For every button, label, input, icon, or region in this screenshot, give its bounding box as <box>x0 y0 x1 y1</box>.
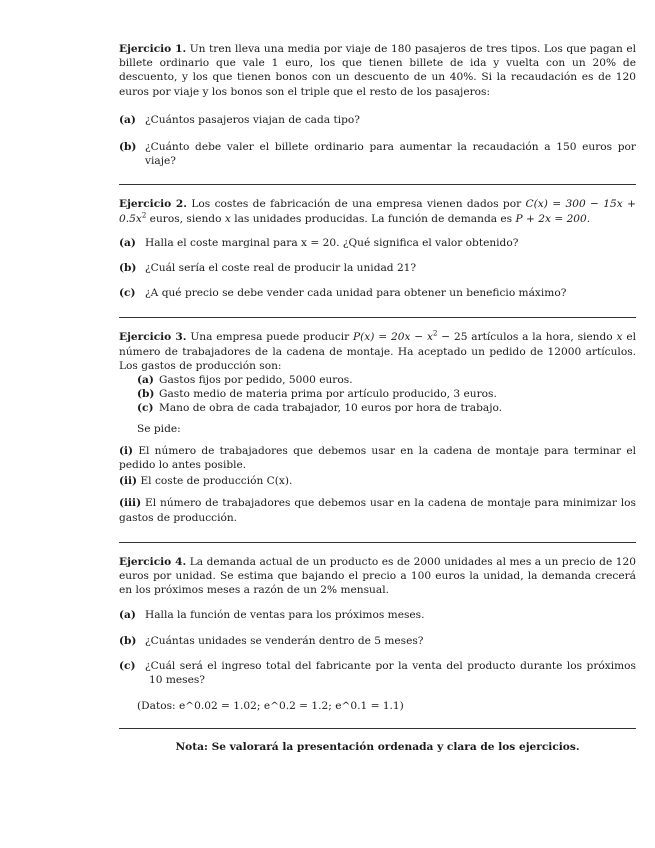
exercise-1-item-a: (a) ¿Cuántos pasajeros viajan de cada tipo? <box>119 113 360 126</box>
exercise-3-statement: Ejercicio 3. Una empresa puede producir $P(x) = 20x - x^2 - 25$ artículos a la hora, siendo x el número de trabajadores de la cadena de montaje. Ha aceptado un pedido de 12000 artículos. Los gastos de producción son: <box>119 329 636 372</box>
divider-1 <box>119 184 636 185</box>
exercise-1-item-b: (b) ¿Cuánto debe valer el billete ordinario para aumentar la recaudación a 150 euros por viaje? <box>119 141 636 168</box>
exercise-2-item-a: (a) Halla el coste marginal para x = 20. ¿Qué significa el valor obtenido? <box>119 236 519 249</box>
exercise-1-title: Ejercicio 1. <box>119 43 187 55</box>
exercise-4-item-c: (c) ¿Cuál será el ingreso total del fabricante por la venta del producto durante los próximos 10 meses? <box>119 659 636 687</box>
divider-3 <box>119 542 636 543</box>
cost-formula: C(x) = 300 − 15x + 0.5x <box>119 198 636 225</box>
exercise-1-statement <box>119 42 636 99</box>
divider-2 <box>119 317 636 318</box>
exercise-3-roman-ii: (ii) El coste de producción C(x). <box>119 475 293 488</box>
exercise-2-title: Ejercicio 2. <box>119 198 187 211</box>
evaluation-note: Nota: Se valorará la presentación ordenada y clara de los ejercicios. <box>175 740 580 753</box>
exercise-3-roman-iii: (iii) El número de trabajadores que debemos usar en la cadena de montaje para minimizar los gastos de producción. <box>119 497 636 524</box>
exercise-3-roman-i: (i) El número de trabajadores que debemos usar en la cadena de montaje para terminar el pedido lo antes posible. <box>119 444 636 472</box>
exercise-3-subitem-a: (a) Gastos fijos por pedido, 5000 euros. <box>137 374 353 387</box>
exercise-2-item-c: (c) ¿A qué precio se debe vender cada unidad para obtener un beneficio máximo? <box>119 287 567 300</box>
exercise-3-subitem-c: (c) Mano de obra de cada trabajador, 10 euros por hora de trabajo. <box>137 402 503 415</box>
exercise-3-subitem-b: (b) Gasto medio de materia prima por artículo producido, 3 euros. <box>137 388 497 401</box>
exercise-1-text: Un tren lleva una media por viaje de 180 pasajeros de tres tipos. Los que pagan el billete ordinario que vale 1 euro, los que tienen billete de ida y vuelta con un 20% de descuento, y los que tienen bonos con un descuento de un 40%. Si la recaudación es de 120 euros por viaje y los bonos son el triple que el resto de los pasajeros: <box>119 43 636 98</box>
exercise-4-title: Ejercicio 4. <box>119 555 187 568</box>
production-formula: P(x) = 20x − x <box>353 331 433 344</box>
exercise-4-item-b: (b) ¿Cuántas unidades se venderán dentro de 5 meses? <box>119 634 424 647</box>
exercise-4-text: La demanda actual de un producto es de 2000 unidades al mes a un precio de 120 euros por unidad. Se estima que bajando el precio a 100 euros la unidad, la demanda crecerá en los próximos meses a razón de un 2% mensual. <box>119 555 636 597</box>
exercise-4-item-a: (a) Halla la función de ventas para los próximos meses. <box>119 609 425 622</box>
exercise-3-title: Ejercicio 3. <box>119 331 187 344</box>
exercise-2-item-b: (b) ¿Cuál sería el coste real de producir la unidad 21? <box>119 262 417 275</box>
demand-formula: P + 2x = 200. <box>515 212 591 225</box>
divider-4 <box>119 728 636 729</box>
exercise-4-datos: (Datos: e^0.02 = 1.02; e^0.2 = 1.2; e^0.1 = 1.1) <box>137 700 404 713</box>
exercise-3-se-pide: Se pide: <box>137 422 181 435</box>
exercise-4-statement <box>119 555 636 598</box>
exercise-2-statement: Ejercicio 2. Los costes de fabricación de una empresa vienen dados por $C(x) = 300 - 15x + 0.5x^2$ euros, siendo x las unidades producidas. La función de demanda es P + 2x = 200. <box>119 198 636 225</box>
exam-page <box>119 42 636 754</box>
